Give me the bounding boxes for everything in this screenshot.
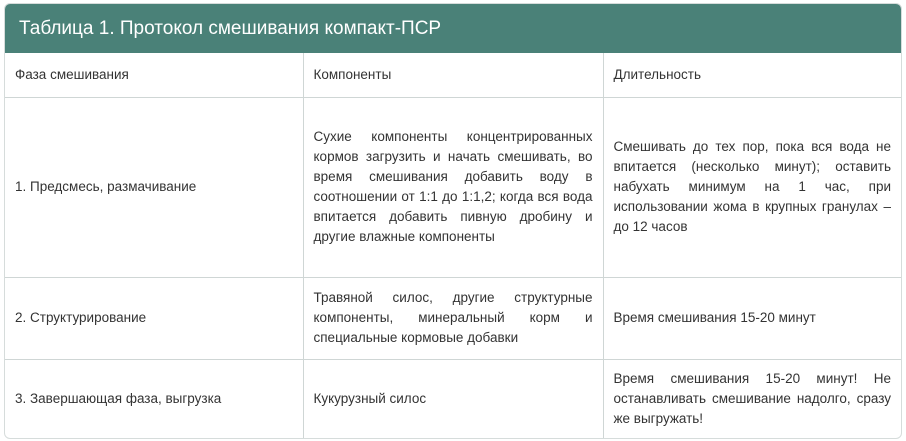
table-row <box>5 97 901 277</box>
cell-components: Травяной силос, другие структурные компоненты, минеральный корм и специальные кормовые добавки <box>303 277 603 359</box>
cell-phase: 3. Завершающая фаза, выгрузка <box>5 359 303 439</box>
mixing-protocol-table <box>5 53 901 439</box>
cell-duration: Смешивать до тех пор, пока вся вода не впитается (несколько минут); оставить набухать минимум на 1 час, при использовании жома в крупных гранулах – до 12 часов <box>603 97 901 277</box>
table-card <box>4 3 902 439</box>
header-components: Компоненты <box>303 53 603 97</box>
table-caption: Таблица 1. Протокол смешивания компакт-ПСР <box>5 4 901 53</box>
header-duration: Длительность <box>603 53 901 97</box>
cell-phase: 1. Предсмесь, размачивание <box>5 97 303 277</box>
table-row <box>5 277 901 359</box>
cell-duration: Время смешивания 15-20 минут! Не останавливать смешивание надолго, сразу же выгружать! <box>603 359 901 439</box>
table-row <box>5 359 901 439</box>
cell-phase: 2. Структурирование <box>5 277 303 359</box>
header-phase: Фаза смешивания <box>5 53 303 97</box>
cell-components: Сухие компоненты концентрированных кормов загрузить и начать смешивать, во время смешивания добавить воду в соотношении от 1:1 до 1:1,2; когда вся вода впитается добавить пивную дробину и другие влажные компоненты <box>303 97 603 277</box>
cell-duration: Время смешивания 15-20 минут <box>603 277 901 359</box>
cell-components: Кукурузный силос <box>303 359 603 439</box>
table-header-row <box>5 53 901 97</box>
